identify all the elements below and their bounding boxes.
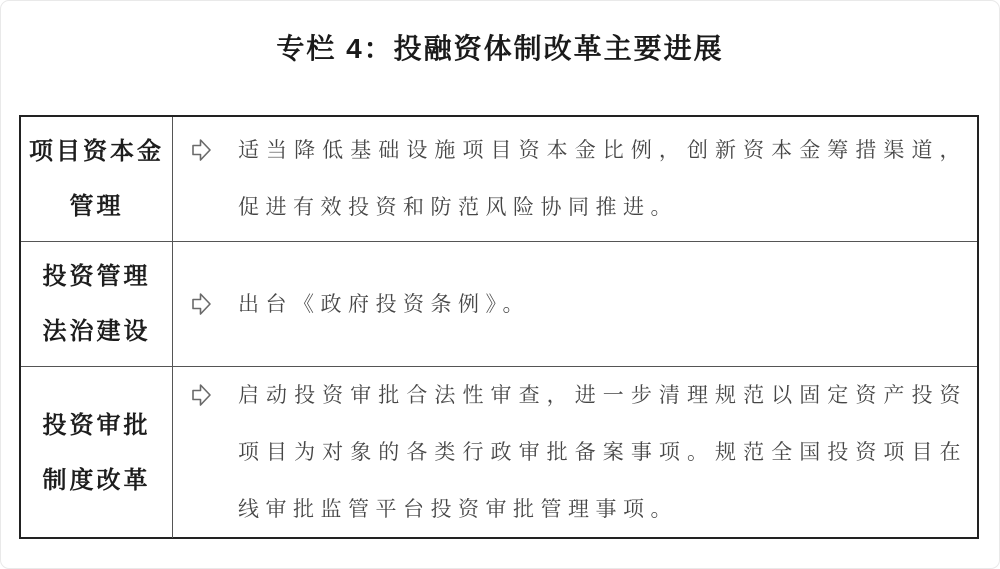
row-header-line: 投资管理 — [42, 263, 151, 290]
row-content-text: 启动投资审批合法性审查，进一步清理规范以固定资产投资项目为对象的各类行政审批备案事项。规范全国投资项目在线审批监管平台投资审批管理事项。 — [238, 383, 967, 521]
row-content-text: 适当降低基础设施项目资本金比例，创新资本金筹措渠道，促进有效投资和防范风险协同推进。 — [238, 138, 967, 219]
row-header-line: 管理 — [69, 193, 124, 220]
row-header-line: 制度改革 — [42, 466, 151, 494]
row-header-approval-reform — [21, 367, 173, 538]
arrow-right-outline-icon — [191, 291, 212, 317]
row-content-inner — [191, 122, 967, 236]
page-title: 专栏 4：投融资体制改革主要进展 — [276, 33, 724, 64]
row-header-line: 投资审批 — [42, 411, 151, 439]
row-content-inner — [191, 367, 967, 538]
row-content-text: 出台《政府投资条例》。 — [238, 291, 530, 316]
row-content-cell — [173, 367, 977, 538]
table-row — [21, 117, 977, 241]
row-content-cell — [173, 117, 977, 241]
progress-table — [19, 115, 979, 539]
arrow-right-outline-icon — [191, 382, 212, 408]
table-row — [21, 366, 977, 537]
table-row — [21, 241, 977, 366]
arrow-right-outline-icon — [191, 137, 212, 163]
row-header-line: 项目资本金 — [29, 138, 164, 165]
row-content-inner — [191, 276, 967, 333]
row-header-project-capital — [21, 117, 173, 241]
row-header-line: 法治建设 — [42, 318, 151, 345]
row-header-investment-law — [21, 242, 173, 366]
row-content-cell — [173, 242, 977, 366]
